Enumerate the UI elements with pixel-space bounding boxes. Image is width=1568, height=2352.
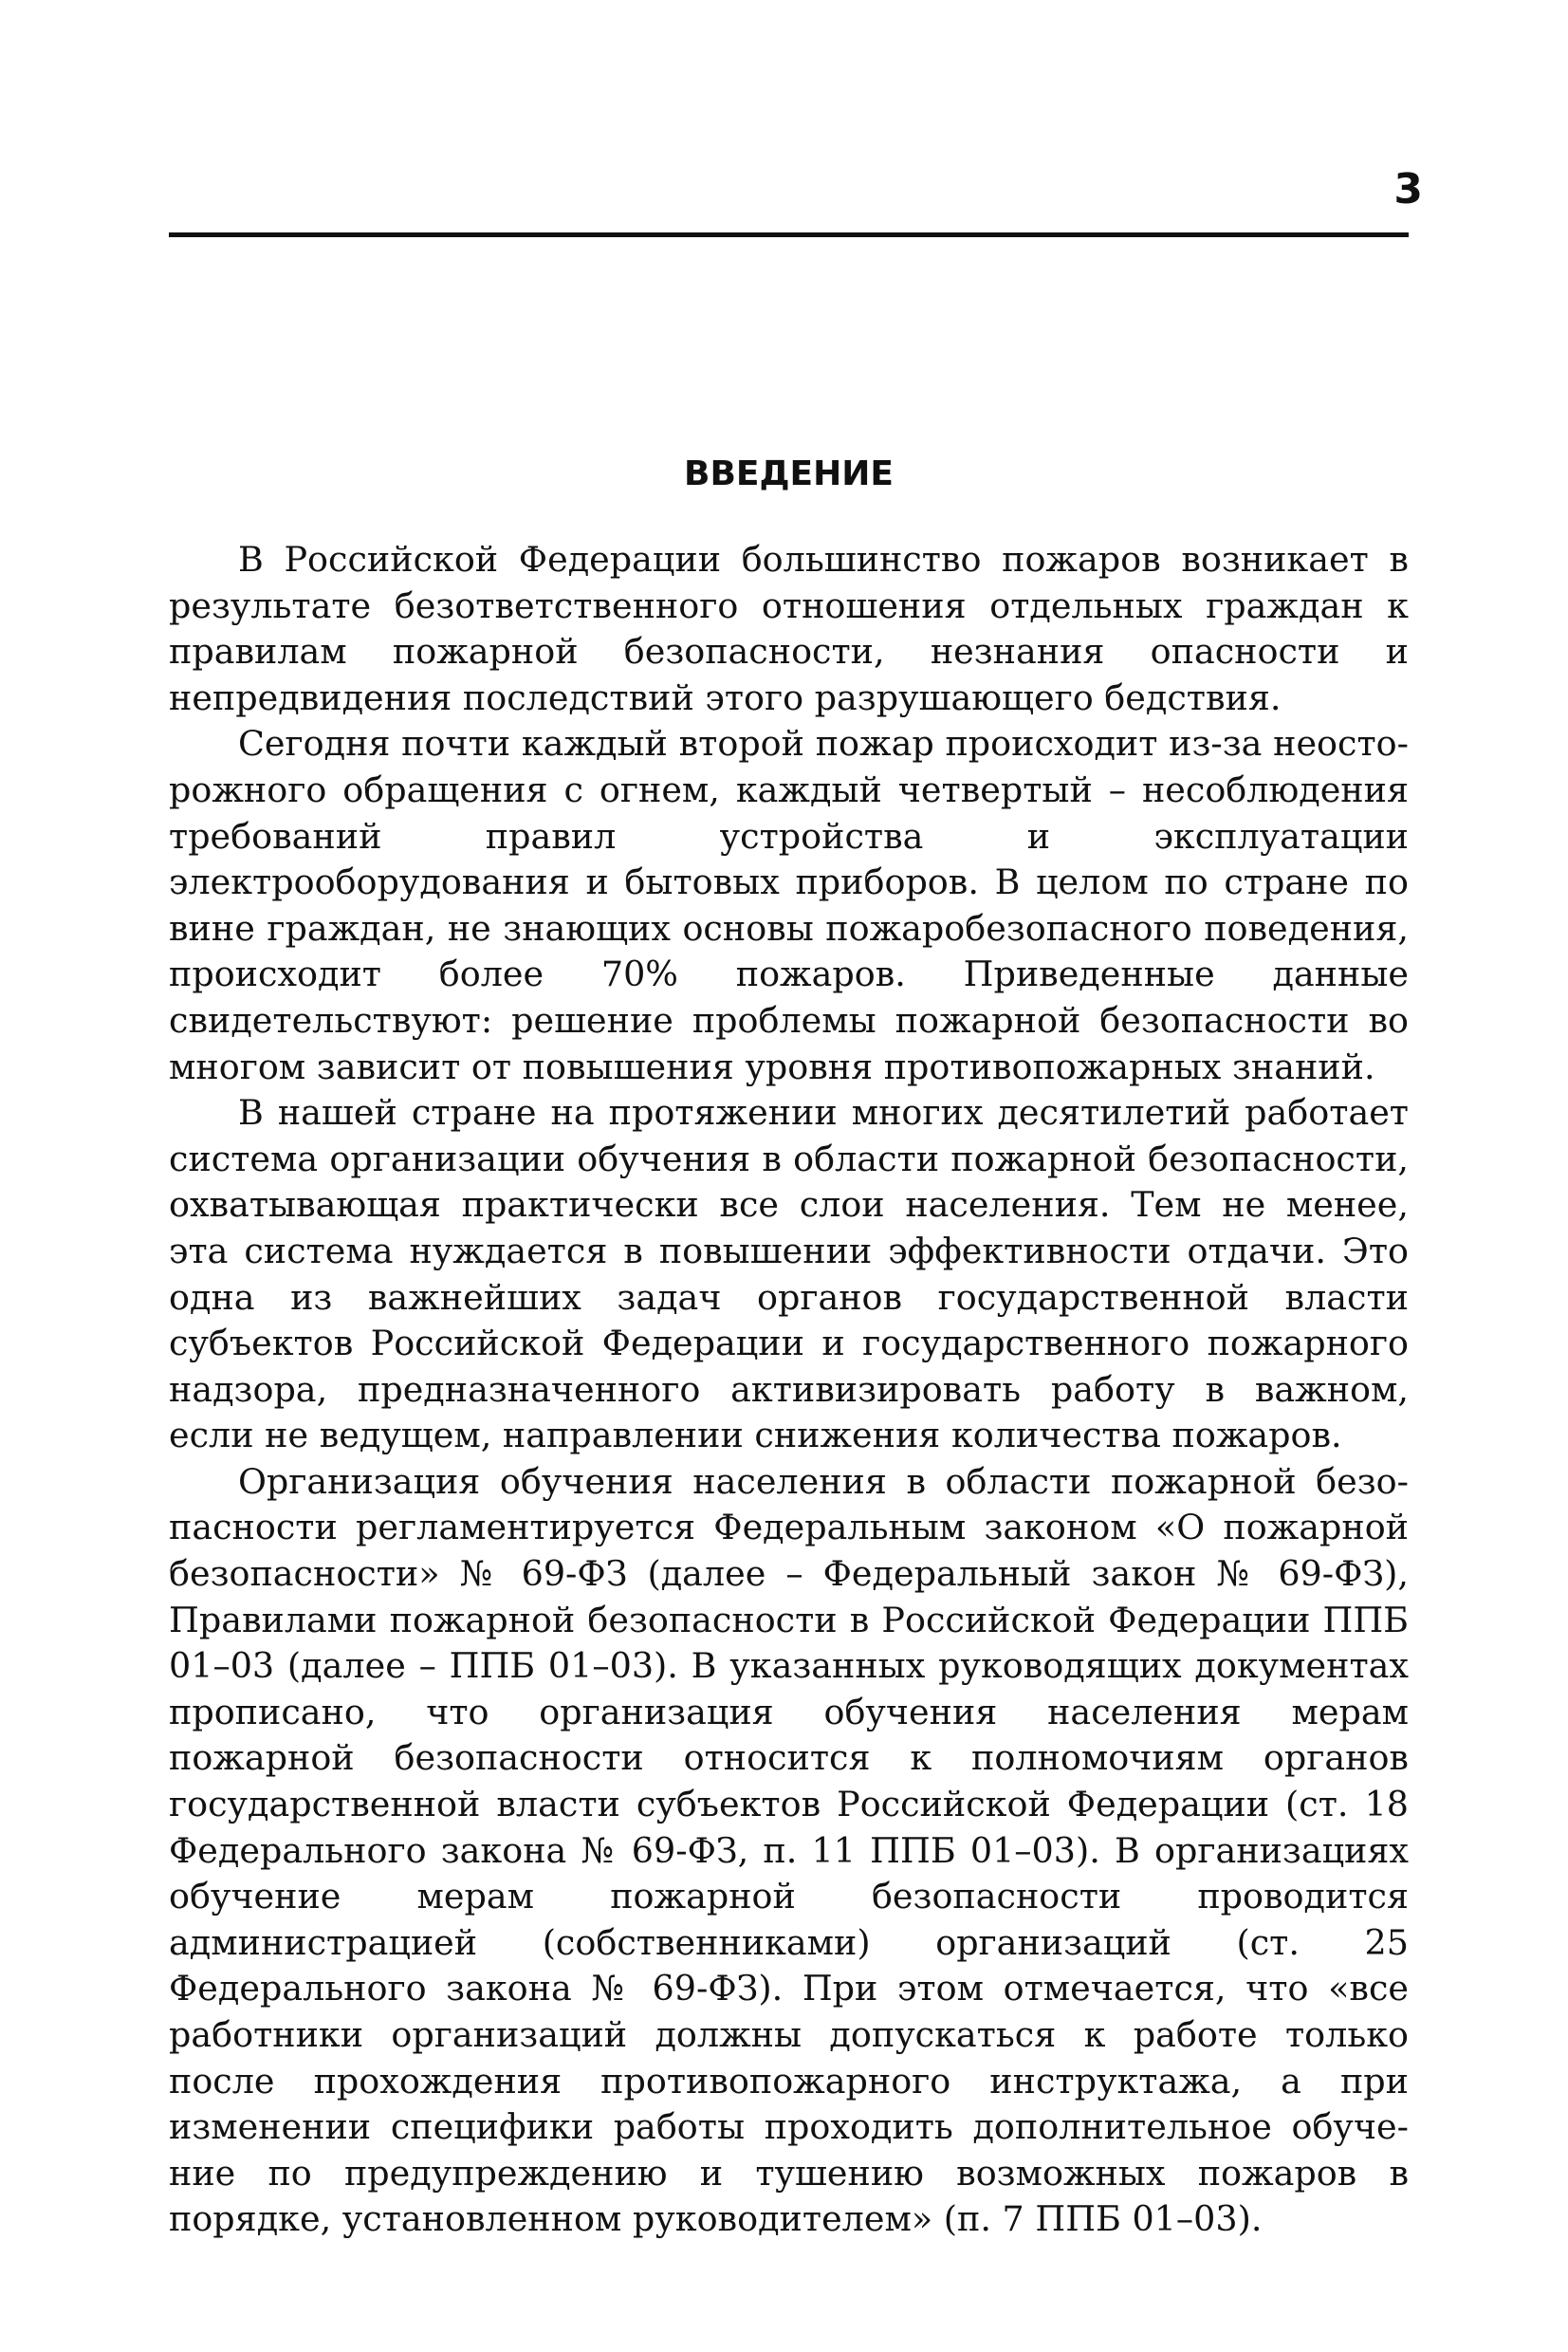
paragraph: В Российской Федерации большинство пожаров возникает в результате безответственного отношения отдельных граждан к правилам пожарной безопасности, незнания опасности и непредвидения последствий этого разрушающего бедствия. xyxy=(169,539,1409,718)
header-rule xyxy=(169,232,1409,237)
page-number: 3 xyxy=(1393,165,1423,213)
paragraph: В нашей стране на протяжении многих десятилетий работает система организации обучения в области пожарной безопасности, охватывающая практически все слои населения. Тем не менее, эта система нуждается в повышении эффективности отдачи. Это одна из важнейших задач органов государственной власти субъектов Российской Федерации и государственного пожарного надзора, предназначенного активизировать работу в важном, если не ведущем, направлении снижения количества пожаров. xyxy=(169,1092,1409,1456)
paragraph: Сегодня почти каждый второй пожар происходит из-за неосторожного обращения с огнем, каждый четвертый – несоблюдения требований правил устройства и эксплуатации электрооборудования и бытовых приборов. В целом по стране по вине граждан, не знающих основы пожаробезопасного поведения, происходит более 70% пожаров. Приведенные данные свидетельствуют: решение проблемы пожарной безопасности во многом зависит от повышения уровня противопожарных знаний. xyxy=(169,723,1409,1087)
paragraph: Организация обучения населения в области пожарной безопасности регламентируется Федеральным законом «О пожарной безопасности» № 69-ФЗ (далее – Федеральный закон № 69-ФЗ), Правилами пожарной безопасности в Российской Федерации ППБ 01–03 (далее – ППБ 01–03). В указанных руководящих документах прописано, что организация обучения населения мерам пожарной безопасности относится к полномочиям органов государственной власти субъектов Российской Федерации (ст. 18 Федерального закона № 69-ФЗ, п. 11 ППБ 01–03). В организациях обучение мерам пожарной безопасности проводится администрацией (собственниками) организаций (ст. 25 Федерального закона № 69-ФЗ). При этом отмечается, что «все работники организаций должны допускаться к работе только после прохождения противопожарного инструктажа, а при изменении специфики работы проходить дополнительное обучение по предупреждению и тушению возможных пожаров в порядке, установленном руководителем» (п. 7 ППБ 01–03). xyxy=(169,1460,1409,2240)
body-text xyxy=(169,537,1409,2243)
chapter-title: ВВЕДЕНИЕ xyxy=(684,454,894,493)
